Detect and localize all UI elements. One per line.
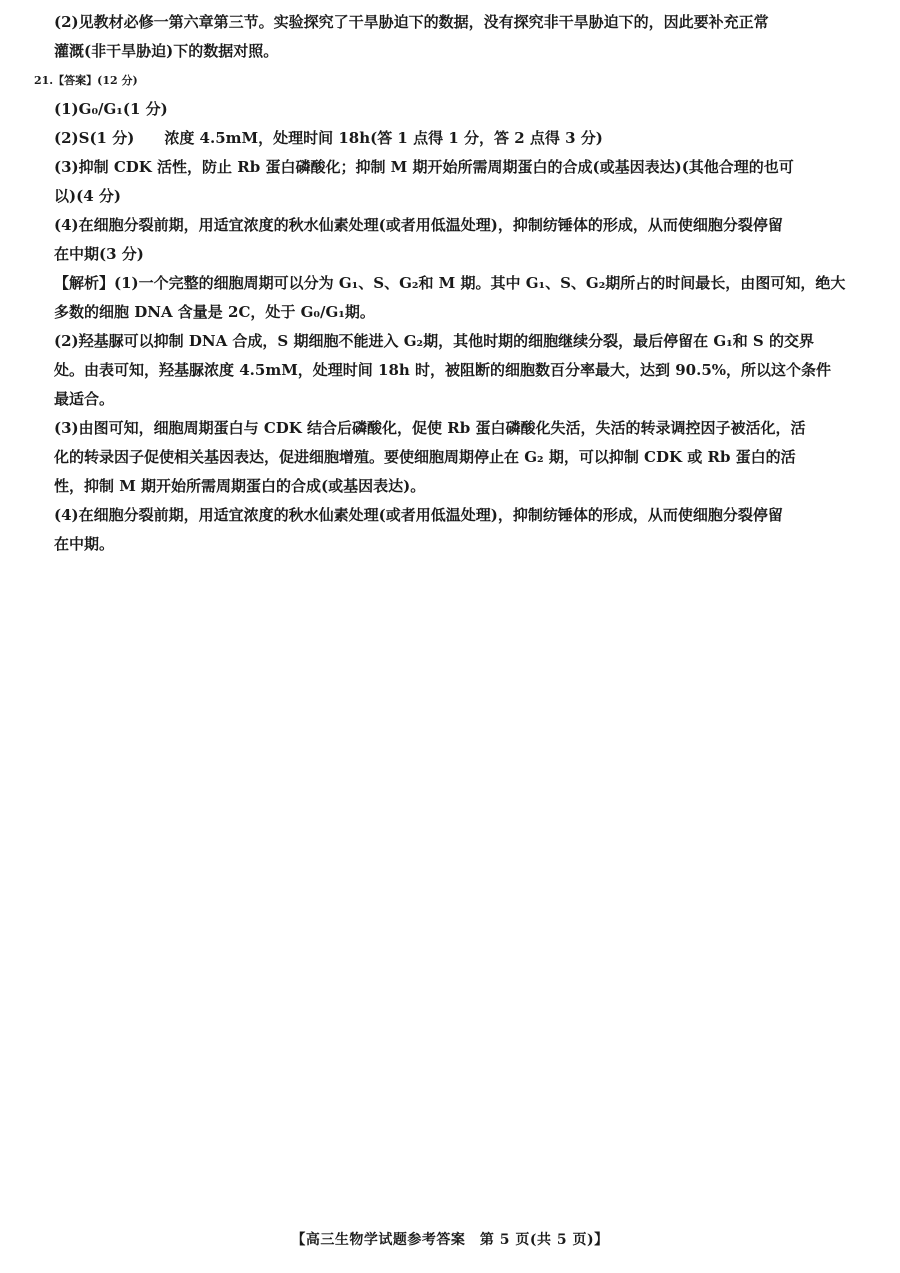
text-line: (3)抑制 CDK 活性，防止 Rb 蛋白磷酸化；抑制 M 期开始所需周期蛋白的合成(或基因表达)(其他合理的也可 [54,158,794,176]
text-line: 化的转录因子促使相关基因表达，促进细胞增殖。要使细胞周期停止在 G₂ 期，可以抑制 CDK 或 Rb 蛋白的活 [54,448,796,466]
text-line: (2)S(1 分) 浓度 4.5mM，处理时间 18h(答 1 点得 1 分，答 2 点得 3 分) [54,129,603,147]
text-line: (1)G₀/G₁(1 分) [54,100,168,118]
q20-part2-answer [34,8,874,66]
text-line: 在中期。 [54,535,115,553]
q21-explanation-3 [34,414,874,501]
text-line: (4)在细胞分裂前期，用适宜浓度的秋水仙素处理(或者用低温处理)，抑制纺锤体的形成，从而使细胞分裂停留 [54,216,783,234]
text-line: 最适合。 [54,390,115,408]
text-line: (2)见教材必修一第六章第三节。实验探究了干旱胁迫下的数据，没有探究非干旱胁迫下的，因此要补充正常 [54,13,769,31]
q21-answer-heading [34,66,874,95]
text-line: 处。由表可知，羟基脲浓度 4.5mM，处理时间 18h 时，被阻断的细胞数百分率最大，达到 90.5%，所以这个条件 [54,361,832,379]
q21-answer-1 [34,95,874,124]
text-line: 以)(4 分) [54,187,121,205]
text-line: 灌溉(非干旱胁迫)下的数据对照。 [54,42,279,60]
q21-explanation-4 [34,501,874,559]
text-line: (3)由图可知，细胞周期蛋白与 CDK 结合后磷酸化，促使 Rb 蛋白磷酸化失活，失活的转录调控因子被活化，活 [54,419,806,437]
text-line: 性，抑制 M 期开始所需周期蛋白的合成(或基因表达)。 [54,477,426,495]
q21-answer-4 [34,211,874,269]
text-line: 【解析】(1)一个完整的细胞周期可以分为 G₁、S、G₂和 M 期。其中 G₁、S、G₂期所占的时间最长，由图可知，绝大 [54,274,846,292]
q21-answer-3 [34,153,874,211]
q21-answer-2 [34,124,874,153]
text-line: 在中期(3 分) [54,245,144,263]
text-line: (4)在细胞分裂前期，用适宜浓度的秋水仙素处理(或者用低温处理)，抑制纺锤体的形成，从而使细胞分裂停留 [54,506,783,524]
q21-explanation-1 [34,269,874,327]
text-line: 多数的细胞 DNA 含量是 2C，处于 G₀/G₁期。 [54,303,375,321]
answer-content [34,8,874,559]
text-line: (2)羟基脲可以抑制 DNA 合成，S 期细胞不能进入 G₂期，其他时期的细胞继续分裂，最后停留在 G₁和 S 的交界 [54,332,814,350]
page-footer: 【高三生物学试题参考答案 第 5 页(共 5 页)】 [291,1232,609,1248]
text-line: 21.【答案】(12 分) [34,74,138,87]
q21-explanation-2 [34,327,874,414]
